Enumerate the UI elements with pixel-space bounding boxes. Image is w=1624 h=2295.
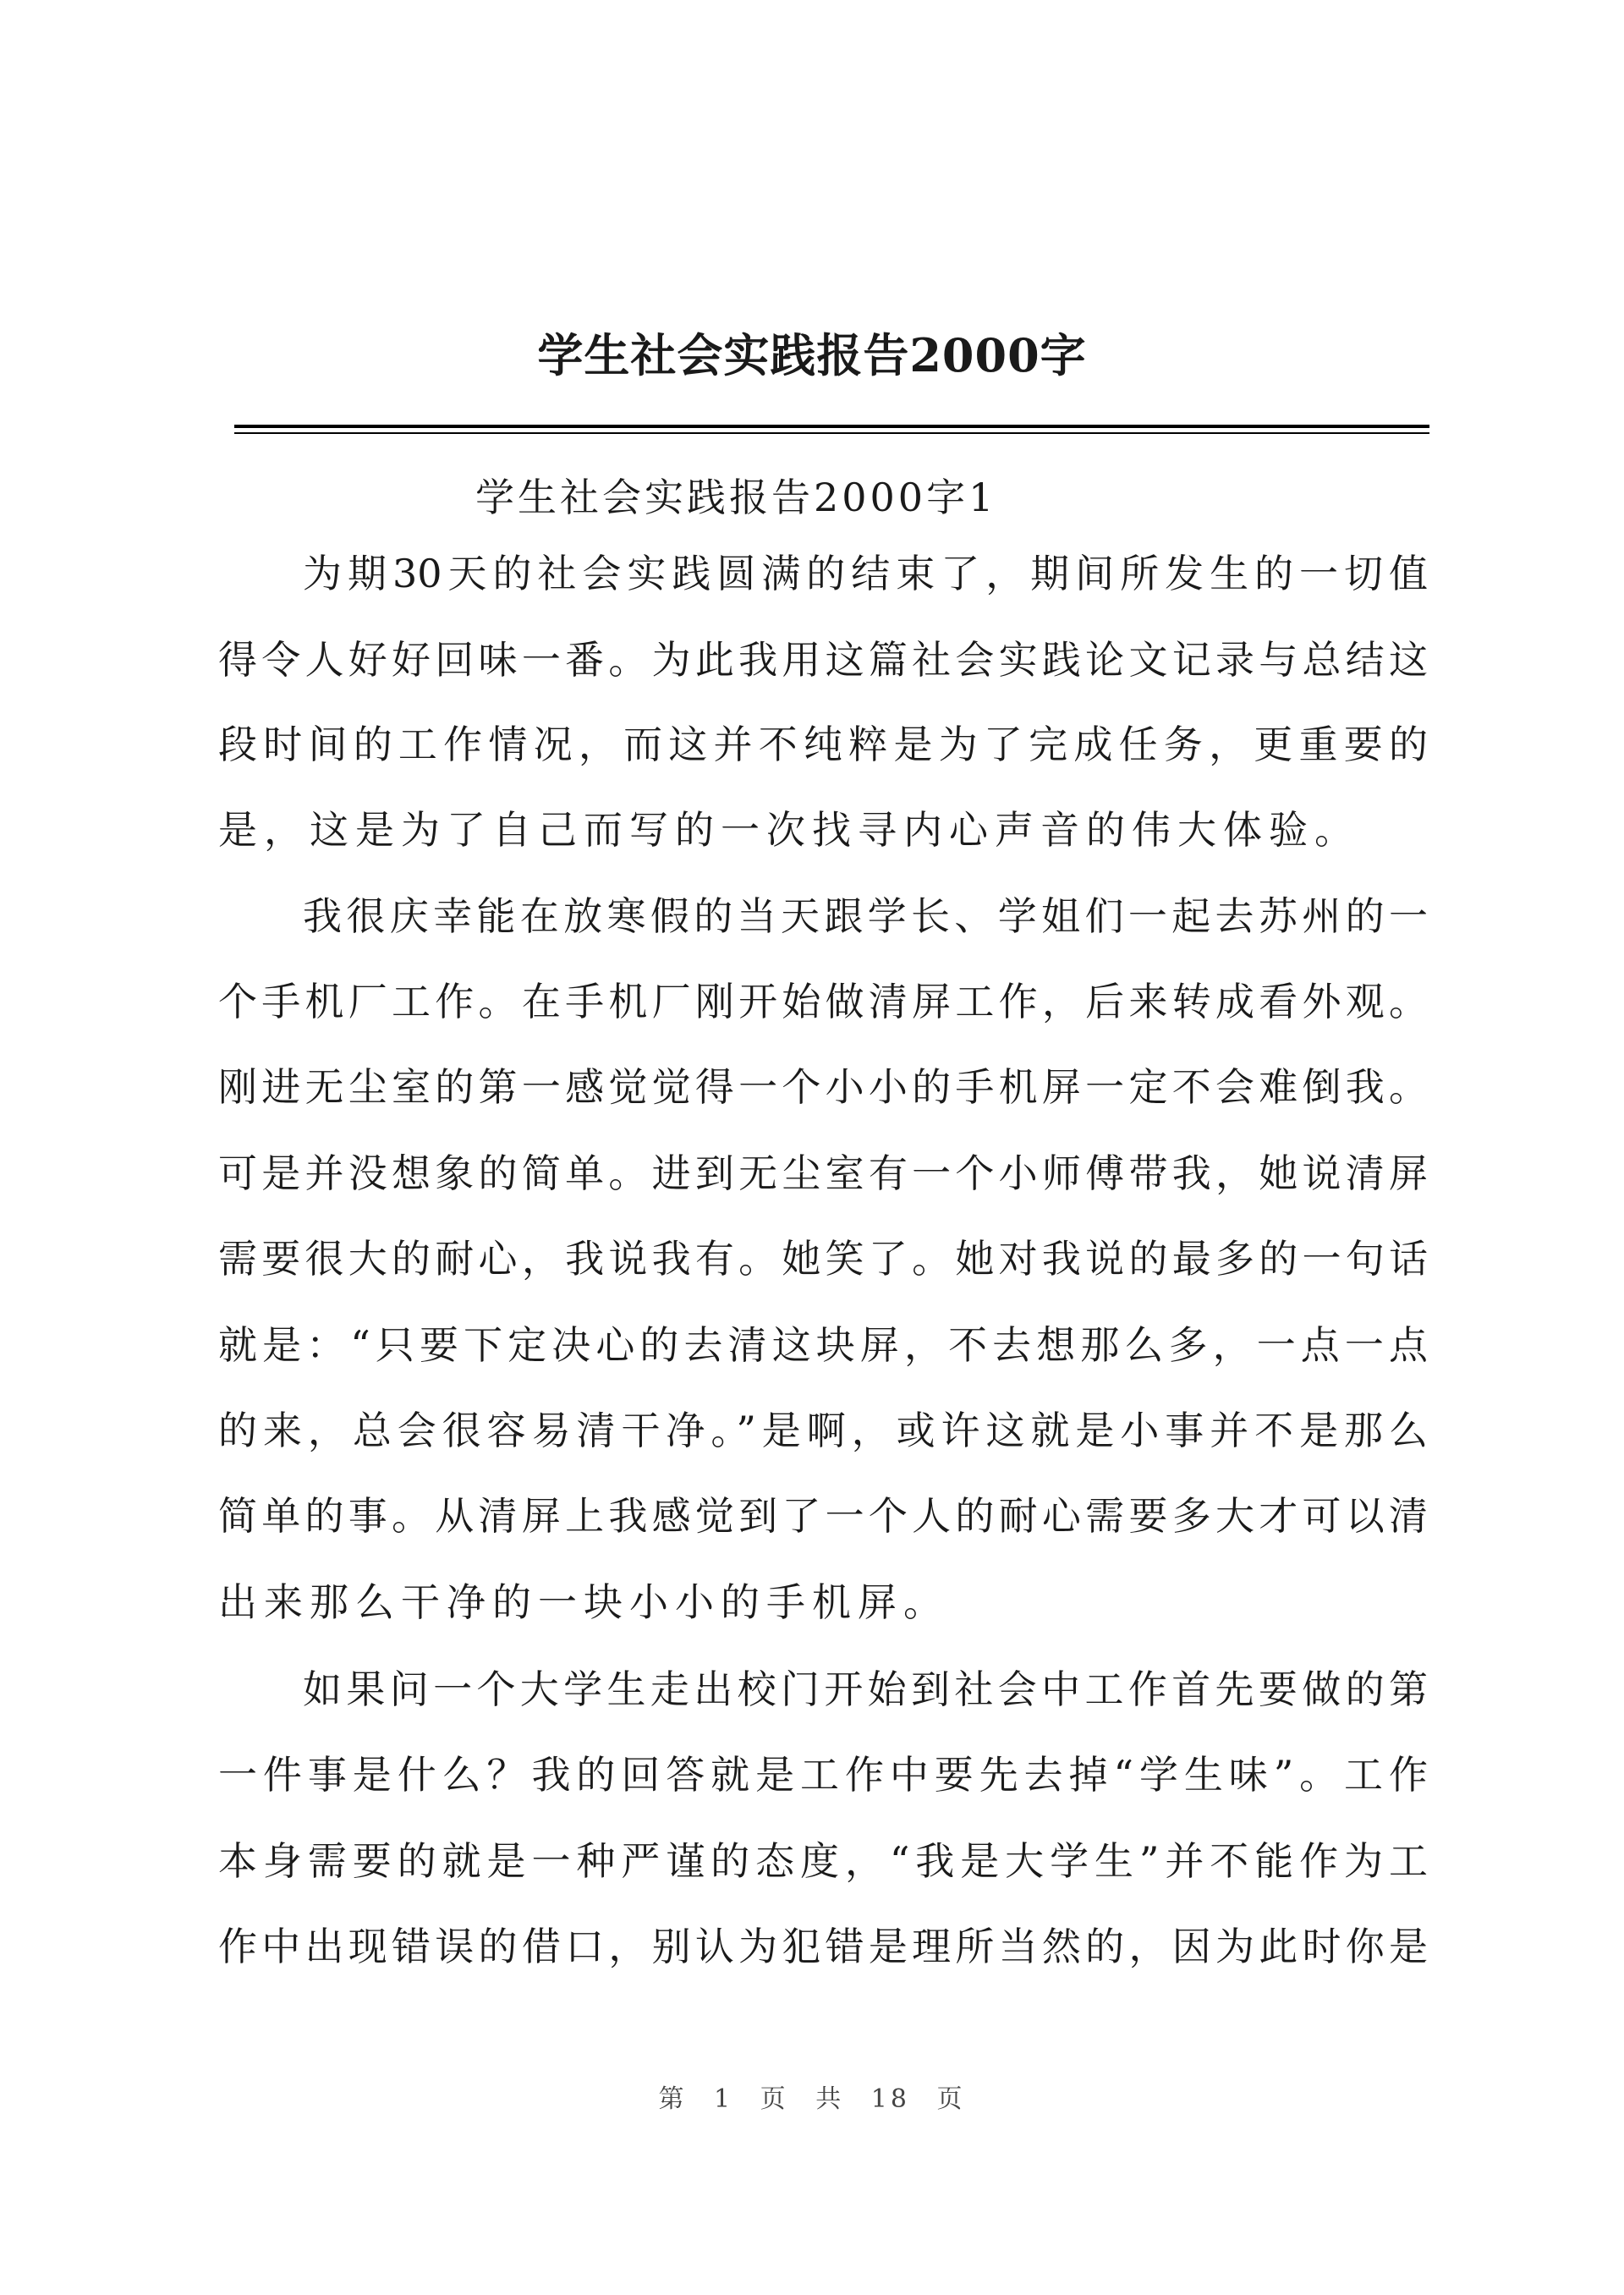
page-footer: 第 1 页 共 18 页 (658, 2084, 966, 2114)
paragraph-3-line-4: 作中出现错误的借口，别认为犯错是理所当然的，因为此时你是 (218, 1924, 1428, 1969)
paragraph-3-line-2: 一件事是什么？我的回答就是工作中要先去掉“学生味”。工作 (218, 1752, 1428, 1798)
paragraph-2-line-1: 我很庆幸能在放寒假的当天跟学长、学姐们一起去苏州的一 (303, 893, 1428, 939)
section-heading: 学生社会实践报告2000字1 (475, 475, 997, 520)
paragraph-3-line-1: 如果问一个大学生走出校门开始到社会中工作首先要做的第 (303, 1666, 1428, 1712)
paragraph-2-line-7: 的来，总会很容易清干净。”是啊，或许这就是小事并不是那么 (218, 1408, 1428, 1453)
paragraph-2-line-6: 就是：“只要下定决心的去清这块屏，不去想那么多，一点一点 (218, 1322, 1428, 1368)
paragraph-2-line-8: 简单的事。从清屏上我感觉到了一个人的耐心需要多大才可以清 (218, 1493, 1428, 1539)
paragraph-2-line-9: 出来那么干净的一块小小的手机屏。 (218, 1579, 949, 1625)
paragraph-3-line-3: 本身需要的就是一种严谨的态度，“我是大学生”并不能作为工 (218, 1838, 1428, 1884)
paragraph-2-line-5: 需要很大的耐心，我说我有。她笑了。她对我说的最多的一句话 (218, 1236, 1428, 1282)
title-rule-thin (234, 432, 1429, 434)
document-title: 学生社会实践报告2000字 (537, 328, 1087, 382)
paragraph-1-line-1: 为期30天的社会实践圆满的结束了，期间所发生的一切值 (303, 551, 1428, 596)
paragraph-1-line-3: 段时间的工作情况，而这并不纯粹是为了完成任务，更重要的 (218, 722, 1428, 767)
title-rule-thick (234, 425, 1429, 428)
paragraph-2-line-3: 刚进无尘室的第一感觉觉得一个小小的手机屏一定不会难倒我。 (218, 1064, 1428, 1110)
paragraph-1-line-2: 得令人好好回味一番。为此我用这篇社会实践论文记录与总结这 (218, 637, 1428, 683)
paragraph-2-line-4: 可是并没想象的简单。进到无尘室有一个小师傅带我，她说清屏 (218, 1150, 1428, 1196)
paragraph-2-line-2: 个手机厂工作。在手机厂刚开始做清屏工作，后来转成看外观。 (218, 979, 1428, 1024)
paragraph-1-line-4: 是，这是为了自己而写的一次找寻内心声音的伟大体验。 (218, 807, 1360, 853)
